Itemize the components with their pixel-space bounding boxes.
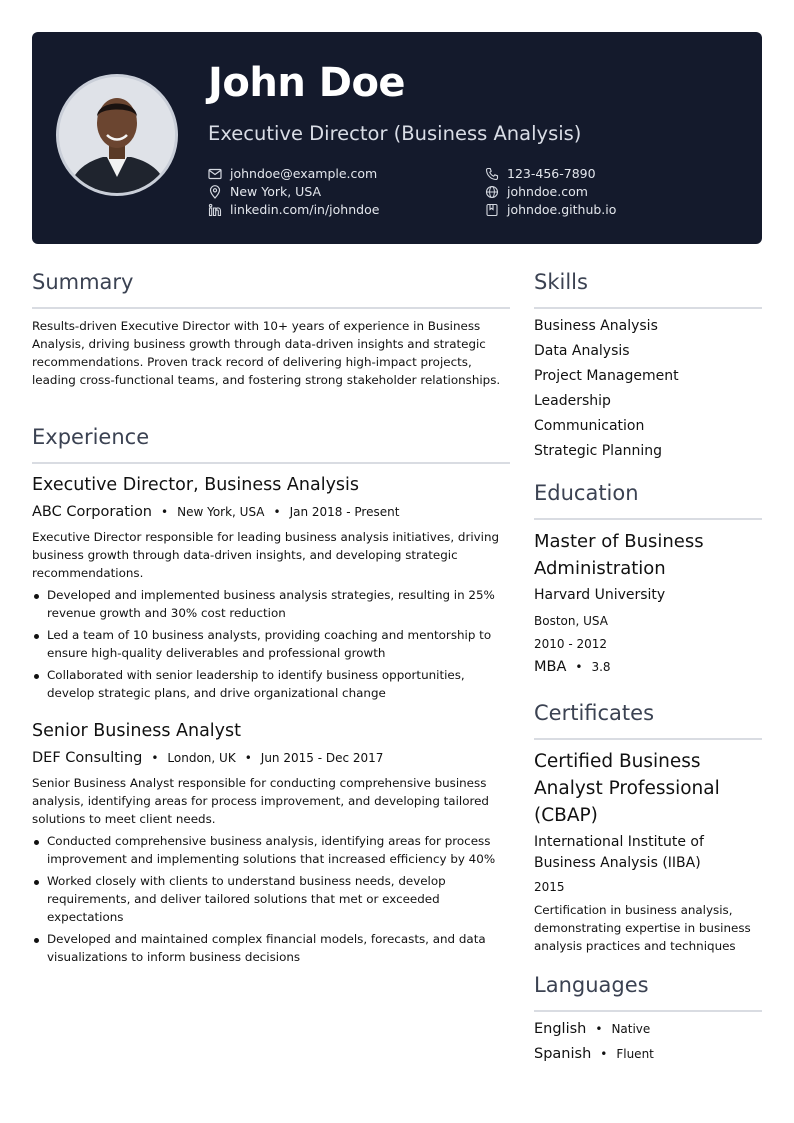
list-item: Conducted comprehensive business analysis, identifying areas for process improvement and implementing solutions that increased efficiency by 40%: [32, 832, 510, 868]
contact-website[interactable]: [485, 184, 588, 199]
skill-item: Communication: [534, 418, 645, 434]
job-dates: Jan 2018 - Present: [289, 505, 400, 519]
language-name: English: [534, 1021, 587, 1037]
mail-icon: [208, 167, 222, 181]
education-divider: [534, 518, 762, 520]
language-level: Fluent: [616, 1047, 654, 1061]
candidate-title: Executive Director (Business Analysis): [208, 122, 582, 145]
separator-dot: •: [575, 660, 583, 674]
certificates-divider: [534, 738, 762, 740]
education-dates: 2010 - 2012: [534, 637, 608, 651]
job-title: Senior Business Analyst: [32, 721, 242, 741]
language-row: [534, 1021, 650, 1037]
languages-heading: Languages: [534, 973, 649, 997]
summary-divider: [32, 307, 510, 309]
separator-dot: •: [161, 505, 169, 519]
education-award: MBA: [534, 659, 567, 675]
certificate-year: 2015: [534, 880, 565, 894]
map-pin-icon: [208, 185, 222, 199]
job-bullets: [32, 832, 510, 970]
separator-dot: •: [151, 751, 159, 765]
certificate-issuer: International Institute of Business Analysis (IIBA): [534, 834, 704, 871]
contact-linkedin-text: linkedin.com/in/johndoe: [230, 202, 380, 217]
contact-location: [208, 184, 321, 199]
job-company: ABC Corporation: [32, 504, 153, 520]
globe-icon: [485, 185, 499, 199]
language-row: [534, 1046, 654, 1062]
skill-item: Data Analysis: [534, 343, 630, 359]
separator-dot: •: [273, 505, 281, 519]
contact-linkedin[interactable]: [208, 202, 379, 217]
languages-divider: [534, 1010, 762, 1012]
list-item: Developed and maintained complex financial models, forecasts, and data visualizations to inform business decisions: [32, 930, 510, 966]
list-item: Worked closely with clients to understand business needs, develop requirements, and deliver tailored solutions that met or exceeded expectations: [32, 872, 510, 926]
summary-heading: Summary: [32, 270, 134, 294]
skill-item: Leadership: [534, 393, 611, 409]
education-heading: Education: [534, 481, 639, 505]
contact-github[interactable]: [485, 202, 616, 217]
list-item: Developed and implemented business analysis strategies, resulting in 25% revenue growth and 30% cost reduction: [32, 586, 510, 622]
separator-dot: •: [595, 1022, 603, 1036]
education-award-row: [534, 659, 611, 675]
skill-item: Strategic Planning: [534, 443, 663, 459]
skill-item: Business Analysis: [534, 318, 658, 334]
certificate-name: Certified Business Analyst Professional (CBAP): [534, 751, 720, 826]
candidate-name: John Doe: [208, 60, 406, 106]
job-description: Executive Director responsible for leading business analysis initiatives, driving business growth through data-driven insights, and developing strategic recommendations.: [32, 530, 500, 580]
resume-header: [32, 32, 762, 244]
contact-website-text: johndoe.com: [507, 184, 588, 199]
job-title: Executive Director, Business Analysis: [32, 475, 360, 495]
skills-divider: [534, 307, 762, 309]
certificates-heading: Certificates: [534, 701, 655, 725]
contact-phone[interactable]: [485, 166, 596, 181]
contact-location-text: New York, USA: [230, 184, 322, 199]
skills-heading: Skills: [534, 270, 588, 294]
education-location: Boston, USA: [534, 614, 608, 628]
language-name: Spanish: [534, 1046, 592, 1062]
job-description: Senior Business Analyst responsible for conducting comprehensive business analysis, identifying areas for process improvement, and developing tailored solutions to meet client needs.: [32, 776, 489, 826]
separator-dot: •: [600, 1047, 608, 1061]
contact-phone-text: 123-456-7890: [507, 166, 596, 181]
education-degree: Master of Business Administration: [534, 531, 704, 579]
job-dates: Jun 2015 - Dec 2017: [260, 751, 384, 765]
education-school: Harvard University: [534, 587, 666, 603]
contact-email[interactable]: [208, 166, 377, 181]
summary-text: Results-driven Executive Director with 10+ years of experience in Business Analysis, driving business growth through data-driven insights and strategic recommendations. Proven track record of delivering high-impact projects, leading cross-functional teams, and fostering strong stakeholder relationships.: [32, 319, 501, 387]
bookmark-icon: [485, 203, 499, 217]
linkedin-icon: [208, 203, 222, 217]
job-company: DEF Consulting: [32, 750, 143, 766]
job-meta: [32, 504, 399, 520]
language-level: Native: [611, 1022, 651, 1036]
job-location: New York, USA: [177, 505, 265, 519]
skill-item: Project Management: [534, 368, 679, 384]
list-item: Collaborated with senior leadership to identify business opportunities, develop strategic plans, and drive organizational change: [32, 666, 510, 702]
contact-email-text: johndoe@example.com: [230, 166, 378, 181]
job-meta: [32, 750, 383, 766]
contact-github-text: johndoe.github.io: [507, 202, 617, 217]
job-location: London, UK: [167, 751, 236, 765]
job-bullets: [32, 586, 510, 706]
experience-divider: [32, 462, 510, 464]
phone-icon: [485, 167, 499, 181]
list-item: Led a team of 10 business analysts, providing coaching and mentorship to ensure high-quality deliverables and professional growth: [32, 626, 510, 662]
experience-heading: Experience: [32, 425, 150, 449]
certificate-description: Certification in business analysis, demonstrating expertise in business analysis practices and techniques: [534, 903, 751, 953]
separator-dot: •: [244, 751, 252, 765]
avatar: [56, 74, 178, 196]
education-gpa: 3.8: [591, 660, 611, 674]
